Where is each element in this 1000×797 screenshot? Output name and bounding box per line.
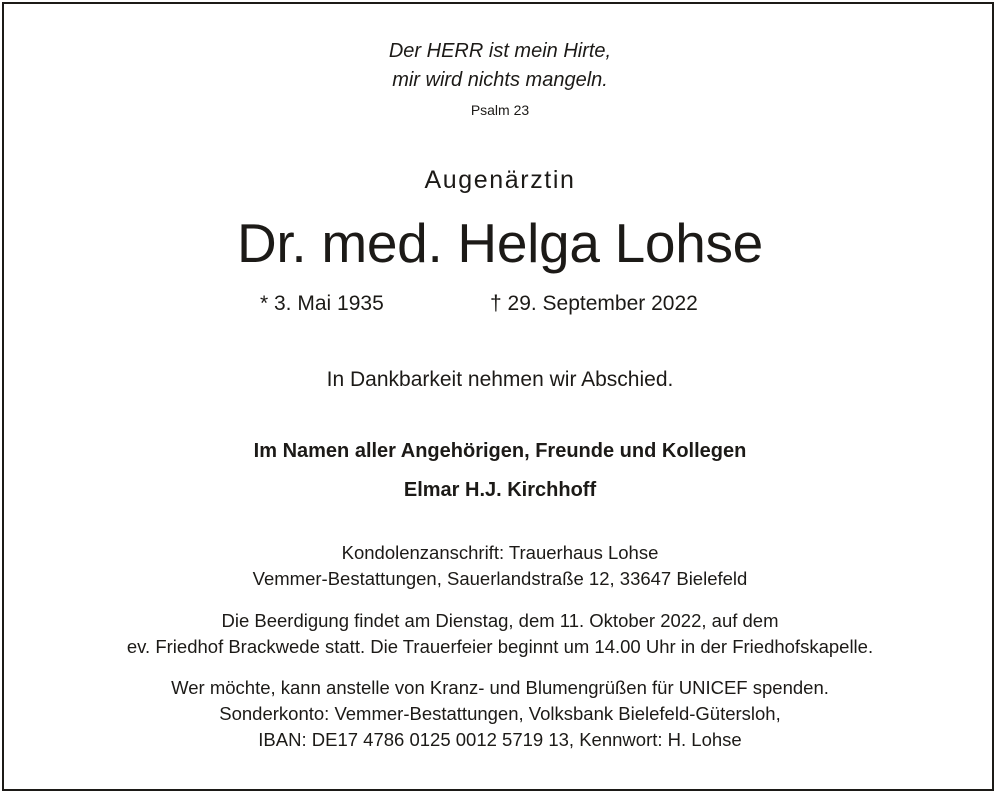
donation-info-line-2: Sonderkonto: Vemmer-Bestattungen, Volksbank Bielefeld-Gütersloh, (219, 703, 781, 724)
verse-line-2: mir wird nichts mangeln. (392, 69, 608, 91)
notice-border (2, 2, 994, 791)
donation-info-line-1: Wer möchte, kann anstelle von Kranz- und Blumengrüßen für UNICEF spenden. (171, 677, 829, 698)
profession: Augenärztin (424, 166, 576, 194)
funeral-info-line-1: Die Beerdigung findet am Dienstag, dem 11. Oktober 2022, auf dem (221, 610, 779, 631)
condolence-address-line-2: Vemmer-Bestattungen, Sauerlandstraße 12, 33647 Bielefeld (252, 568, 748, 589)
condolence-address-line-1: Kondolenzanschrift: Trauerhaus Lohse (341, 542, 659, 563)
verse-line-1: Der HERR ist mein Hirte, (388, 40, 612, 62)
donation-info-line-3: IBAN: DE17 4786 0125 0012 5719 13, Kennwort: H. Lohse (258, 729, 742, 750)
verse-source: Psalm 23 (470, 102, 530, 118)
funeral-info-line-2: ev. Friedhof Brackwede statt. Die Trauerfeier beginnt um 14.00 Uhr in der Friedhofskapelle. (126, 636, 874, 657)
deceased-name: Dr. med. Helga Lohse (237, 212, 763, 274)
death-date: † 29. September 2022 (490, 292, 698, 315)
mourners-line: Im Namen aller Angehörigen, Freunde und Kollegen (253, 440, 747, 462)
farewell-text: In Dankbarkeit nehmen wir Abschied. (326, 368, 674, 391)
life-dates (0, 289, 1000, 319)
mourner-name: Elmar H.J. Kirchhoff (403, 479, 597, 501)
birth-date: * 3. Mai 1935 (260, 292, 384, 315)
